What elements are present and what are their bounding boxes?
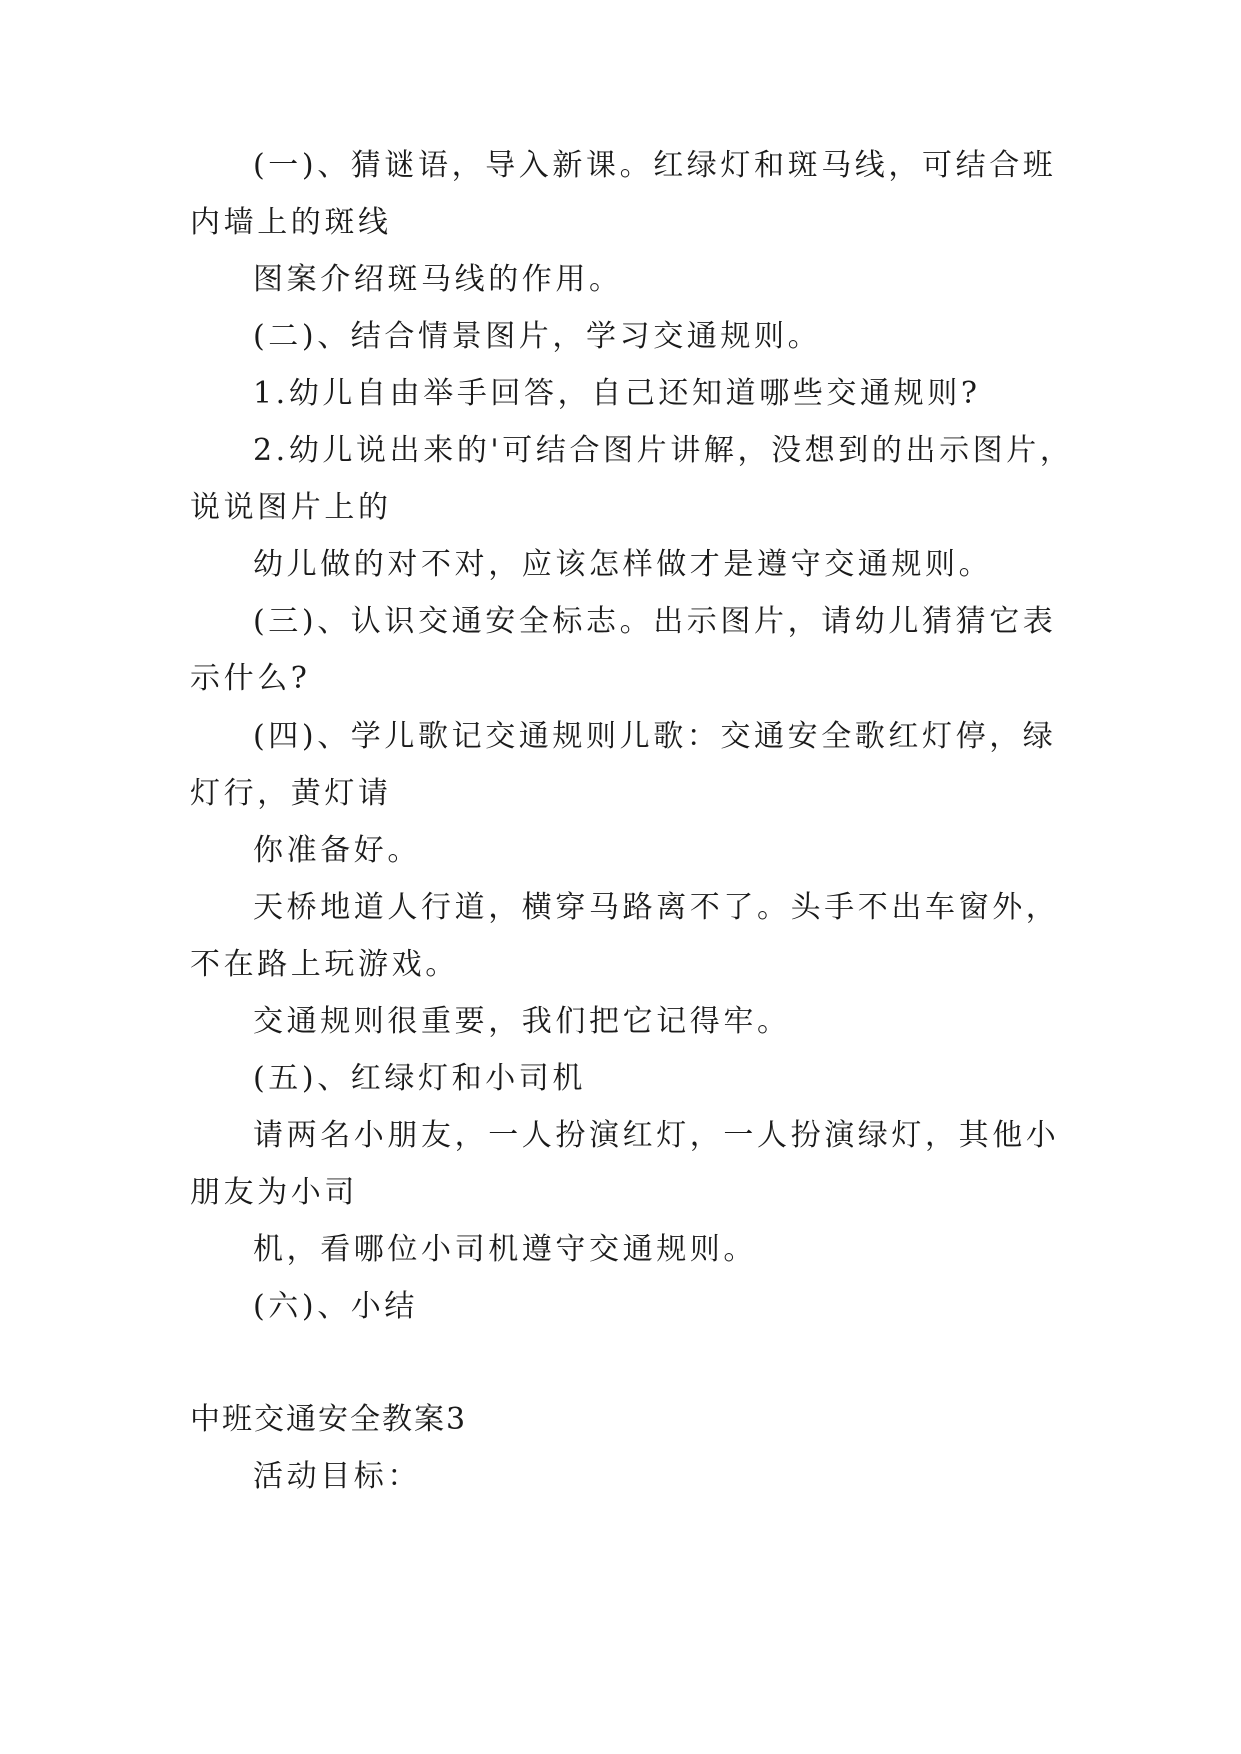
paragraph-line: 图案介绍斑马线的作用。 [253,262,623,297]
paragraph-line: 灯行，黄灯请 [190,776,392,811]
paragraph-line: (一)、猜谜语，导入新课。红绿灯和斑马线，可结合班 [253,148,1057,183]
paragraph-line: (四)、学儿歌记交通规则儿歌：交通安全歌红灯停，绿 [253,719,1057,754]
paragraph-line: 不在路上玩游戏。 [190,947,459,982]
paragraph-line: 幼儿做的对不对，应该怎样做才是遵守交通规则。 [253,547,993,582]
paragraph-line: 请两名小朋友，一人扮演红灯，一人扮演绿灯，其他小 [253,1118,1060,1153]
paragraph-line: 2.幼儿说出来的'可结合图片讲解，没想到的出示图片， [253,433,1074,468]
paragraph-line: 示什么? [190,661,311,696]
paragraph-line: 交通规则很重要，我们把它记得牢。 [253,1004,791,1039]
paragraph-line: 天桥地道人行道，横穿马路离不了。头手不出车窗外， [253,890,1060,925]
paragraph-line: (二)、结合情景图片，学习交通规则。 [253,319,822,354]
paragraph-line: 朋友为小司 [190,1175,358,1210]
paragraph-line: 说说图片上的 [190,490,392,525]
paragraph-line: 1.幼儿自由举手回答，自己还知道哪些交通规则? [253,376,981,411]
paragraph-line: 活动目标： [253,1459,421,1494]
section-heading: 中班交通安全教案3 [190,1402,468,1437]
paragraph-line: 内墙上的斑线 [190,205,392,240]
paragraph-line: 你准备好。 [253,833,421,868]
paragraph-line: (六)、小结 [253,1289,419,1324]
paragraph-line: 机，看哪位小司机遵守交通规则。 [253,1232,757,1267]
paragraph-line: (三)、认识交通安全标志。出示图片，请幼儿猜猜它表 [253,604,1057,639]
paragraph-line: (五)、红绿灯和小司机 [253,1061,587,1096]
